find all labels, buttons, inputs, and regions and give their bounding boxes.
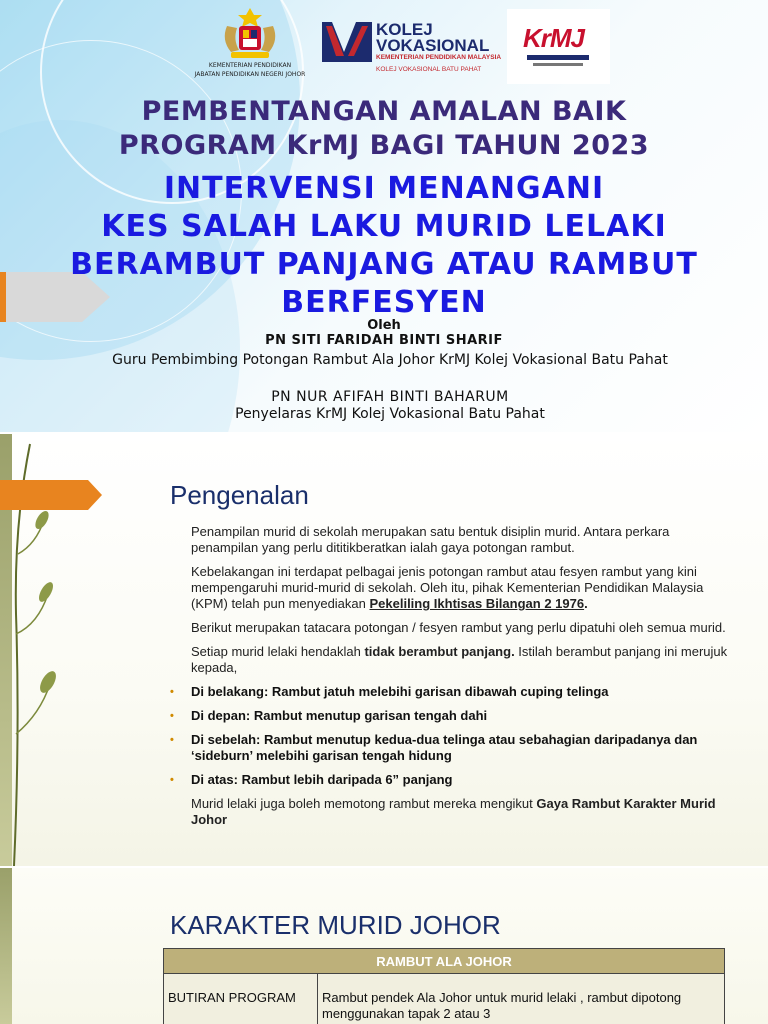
- criteria-item: [170, 708, 730, 724]
- kv-ministry-text: KEMENTERIAN PENDIDIKAN MALAYSIA: [376, 54, 502, 61]
- bullet-text: Berikut merupakan tatacara potongan / fesyen rambut yang perlu dipatuhi oleh semua murid.: [191, 620, 726, 635]
- kv-title-line1: KOLEJ: [376, 20, 433, 39]
- topic-title-line4: BERFESYEN: [281, 285, 487, 320]
- list-item: [170, 644, 730, 676]
- krmj-tag: [527, 55, 589, 60]
- criteria-item: [170, 772, 730, 788]
- kv-title: [376, 22, 489, 54]
- list-item: [170, 564, 730, 612]
- table-header: RAMBUT ALA JOHOR: [164, 949, 725, 974]
- criteria-item: [170, 684, 730, 700]
- list-item: [170, 524, 730, 556]
- list-item: [170, 620, 730, 636]
- bullet-emphasis: Gaya Rambut Karakter Murid Johor: [191, 796, 716, 827]
- left-accent-bar: [0, 868, 12, 1024]
- topic-title-line1: INTERVENSI MENANGANI: [163, 171, 605, 206]
- jata-negara-logo: [190, 6, 310, 80]
- bullet-dot-icon: •: [170, 710, 174, 722]
- topic-title-line3: BERAMBUT PANJANG ATAU RAMBUT: [70, 247, 698, 282]
- bullet-text: Penampilan murid di sekolah merupakan satu bentuk disiplin murid. Antara perkara penampilan yang perlu dititikberatkan ialah gaya potongan rambut.: [191, 524, 670, 555]
- section-title: KARAKTER MURID JOHOR: [170, 910, 501, 940]
- bullet-dot-icon: •: [170, 774, 174, 786]
- bullet-text: Murid lelaki juga boleh memotong rambut mereka mengikut: [191, 796, 537, 811]
- bullet-text: Istilah berambut panjang ini merujuk kepada,: [191, 644, 728, 675]
- krmj-logo: [507, 9, 610, 84]
- table-cell-label: BUTIRAN PROGRAM: [164, 974, 318, 1024]
- topic-title-line2: KES SALAH LAKU MURID LELAKI: [101, 209, 667, 244]
- by-label: Oleh: [367, 318, 401, 333]
- title-slide: [0, 0, 768, 432]
- presenter1-role: Guru Pembimbing Potongan Rambut Ala Johor KrMJ Kolej Vokasional Batu Pahat: [112, 352, 668, 368]
- karakter-slide: [0, 868, 768, 1024]
- bullet-text: Kebelakangan ini terdapat pelbagai jenis potongan rambut atau fesyen rambut yang kini mempengaruhi murid-murid di sekolah. Oleh itu, pihak Kementerian Pendidikan Malaysia (KPM) telah pun menyediakan: [191, 564, 704, 611]
- presenter2-name: PN NUR AFIFAH BINTI BAHARUM: [271, 389, 509, 405]
- presenter2-role: Penyelaras KrMJ Kolej Vokasional Batu Pahat: [235, 406, 545, 422]
- bullet-dot-icon: •: [170, 686, 174, 698]
- introduction-slide: [0, 434, 768, 866]
- table-cell-value: Rambut pendek Ala Johor untuk murid lelaki , rambut dipotong menggunakan tapak 2 atau 3: [318, 974, 725, 1024]
- presentation-title-line2: PROGRAM KrMJ BAGI TAHUN 2023: [118, 130, 650, 161]
- kv-mark-icon: [322, 22, 372, 62]
- list-item: [170, 796, 730, 828]
- bullet-text: Setiap murid lelaki hendaklah: [191, 644, 365, 659]
- section-title: Pengenalan: [170, 480, 309, 510]
- criteria-text: Di depan: Rambut menutup garisan tengah dahi: [191, 708, 488, 723]
- presentation-title-line1: PEMBENTANGAN AMALAN BAIK: [141, 96, 627, 127]
- table-row: [164, 974, 725, 1024]
- krmj-tag: [533, 63, 583, 66]
- kv-title-line2: VOKASIONAL: [376, 36, 490, 55]
- ministry-text: KEMENTERIAN PENDIDIKAN: [208, 62, 292, 69]
- bullet-emphasis: tidak berambut panjang.: [364, 644, 515, 659]
- criteria-text: Di atas: Rambut lebih daripada 6” panjang: [191, 772, 453, 787]
- bullet-text: .: [584, 596, 588, 611]
- krmj-logo-text: KrMJ: [523, 23, 585, 53]
- coat-of-arms-icon: [217, 6, 283, 60]
- section-arrow-icon: [0, 480, 102, 510]
- circular-reference: Pekeliling Ikhtisas Bilangan 2 1976: [369, 596, 585, 611]
- kolej-vokasional-logo: [322, 20, 500, 78]
- program-table: [163, 948, 725, 1024]
- department-text: JABATAN PENDIDIKAN NEGERI JOHOR: [194, 71, 306, 78]
- presenter1-name: PN SITI FARIDAH BINTI SHARIF: [265, 333, 503, 348]
- kv-school-text: KOLEJ VOKASIONAL BATU PAHAT: [376, 66, 482, 73]
- bullet-dot-icon: •: [170, 734, 174, 746]
- table-header-row: [164, 949, 725, 974]
- criteria-text: Di belakang: Rambut jatuh melebihi garisan dibawah cuping telinga: [191, 684, 609, 699]
- introduction-content: [170, 524, 730, 836]
- criteria-item: [170, 732, 730, 764]
- criteria-text: Di sebelah: Rambut menutup kedua-dua telinga atau sebahagian daripadanya dan ‘sideburn’ melebihi garisan tengah hidung: [191, 732, 698, 763]
